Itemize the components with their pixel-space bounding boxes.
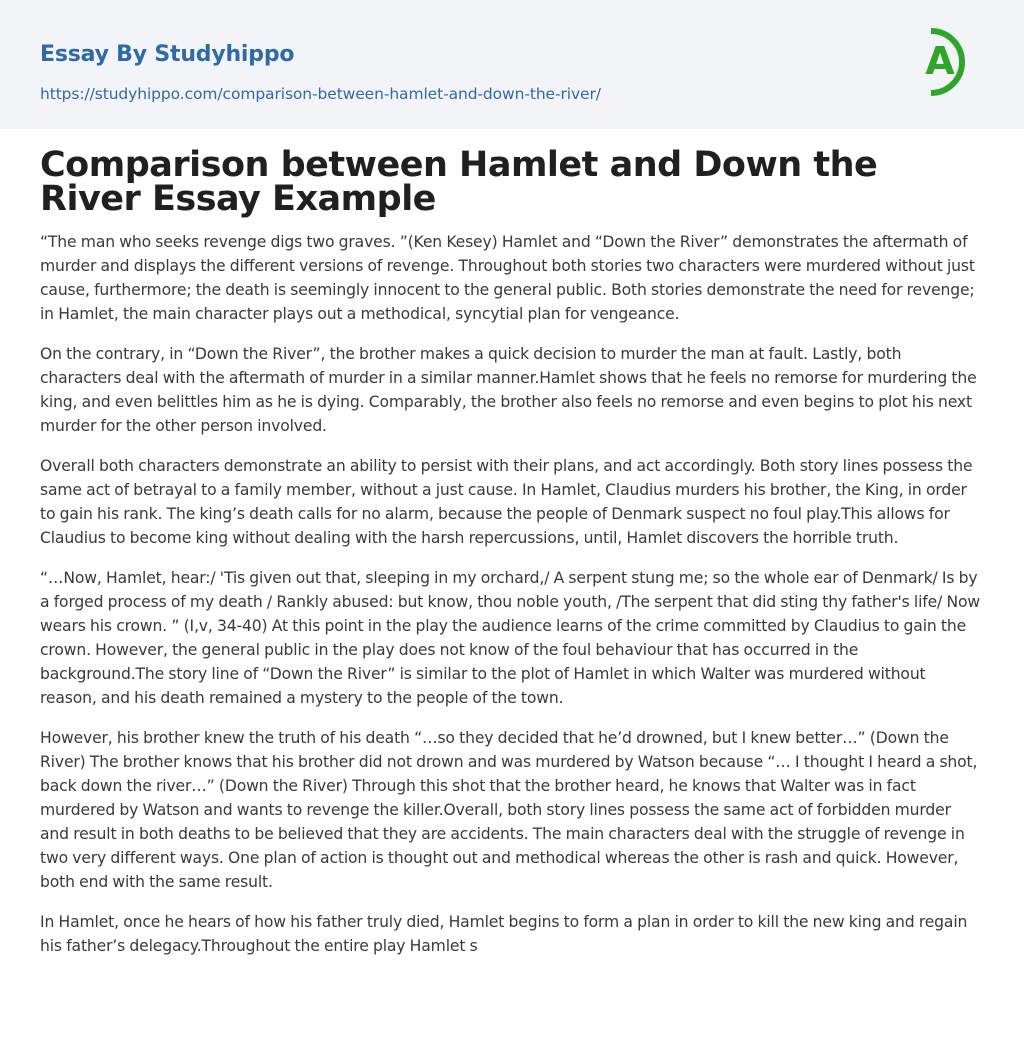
paragraph: In Hamlet, once he hears of how his father truly died, Hamlet begins to form a plan in order to kill the new king and regain his father’s delegacy.Throughout the entire play Hamlet s xyxy=(40,913,968,955)
article xyxy=(0,129,1024,958)
paragraph: Overall both characters demonstrate an ability to persist with their plans, and act accordingly. Both story lines possess the same act of betrayal to a family member, without a just cause. In Hamlet, Claudius murders his brother, the King, in order to gain his rank. The king’s death calls for no alarm, because the people of Denmark suspect no foul play.This allows for Claudius to become king without dealing with the harsh repercussions, until, Hamlet discovers the horrible truth. xyxy=(40,457,973,547)
page-title: Comparison between Hamlet and Down the River Essay Example xyxy=(40,145,878,219)
site-brand[interactable]: Essay By Studyhippo xyxy=(40,42,295,67)
paragraph: However, his brother knew the truth of his death “…so they decided that he’d drowned, but I knew better…” (Down the River) The brother knows that his brother did not drown and was murdered by Watson because “… I thought I heard a shot, back down the river…” (Down the River) Through this shot that the brother heard, he knows that Walter was in fact murdered by Watson and wants to revenge the killer.Overall, both story lines possess the same act of forbidden murder and result in both deaths to be believed that they are accidents. The main characters deal with the struggle of revenge in two very different ways. One plan of action is thought out and methodical whereas the other is rash and quick. However, both end with the same result. xyxy=(40,729,978,891)
studyhippo-logo-icon[interactable] xyxy=(914,19,986,105)
article-body xyxy=(40,230,984,958)
paragraph: “…Now, Hamlet, hear:/ 'Tis given out that, sleeping in my orchard,/ A serpent stung me; so the whole ear of Denmark/ Is by a forged process of my death / Rankly abused: but know, thou noble youth, /The serpent that did sting thy father's life/ Now wears his crown. ” (I,v, 34-40) At this point in the play the audience learns of the crime committed by Claudius to gain the crown. However, the general public in the play does not know of the foul behaviour that has occurred in the background.The story line of “Down the River” is similar to the plot of Hamlet in which Walter was murdered without reason, and his death remained a mystery to the people of the town. xyxy=(40,569,980,707)
site-header xyxy=(0,0,1024,129)
paragraph: “The man who seeks revenge digs two graves. ”(Ken Kesey) Hamlet and “Down the River” demonstrates the aftermath of murder and displays the different versions of revenge. Throughout both stories two characters were murdered without just cause, furthermore; the death is seemingly innocent to the general public. Both stories demonstrate the need for revenge; in Hamlet, the main character plays out a methodical, syncytial plan for vengeance. xyxy=(40,233,975,323)
logo-letter: A xyxy=(925,39,955,83)
source-url-link[interactable]: https://studyhippo.com/comparison-between-hamlet-and-down-the-river/ xyxy=(40,85,601,103)
paragraph: On the contrary, in “Down the River”, the brother makes a quick decision to murder the man at fault. Lastly, both characters deal with the aftermath of murder in a similar manner.Hamlet shows that he feels no remorse for murdering the king, and even belittles him as he is dying. Comparably, the brother also feels no remorse and even begins to plot his next murder for the other person involved. xyxy=(40,345,977,435)
